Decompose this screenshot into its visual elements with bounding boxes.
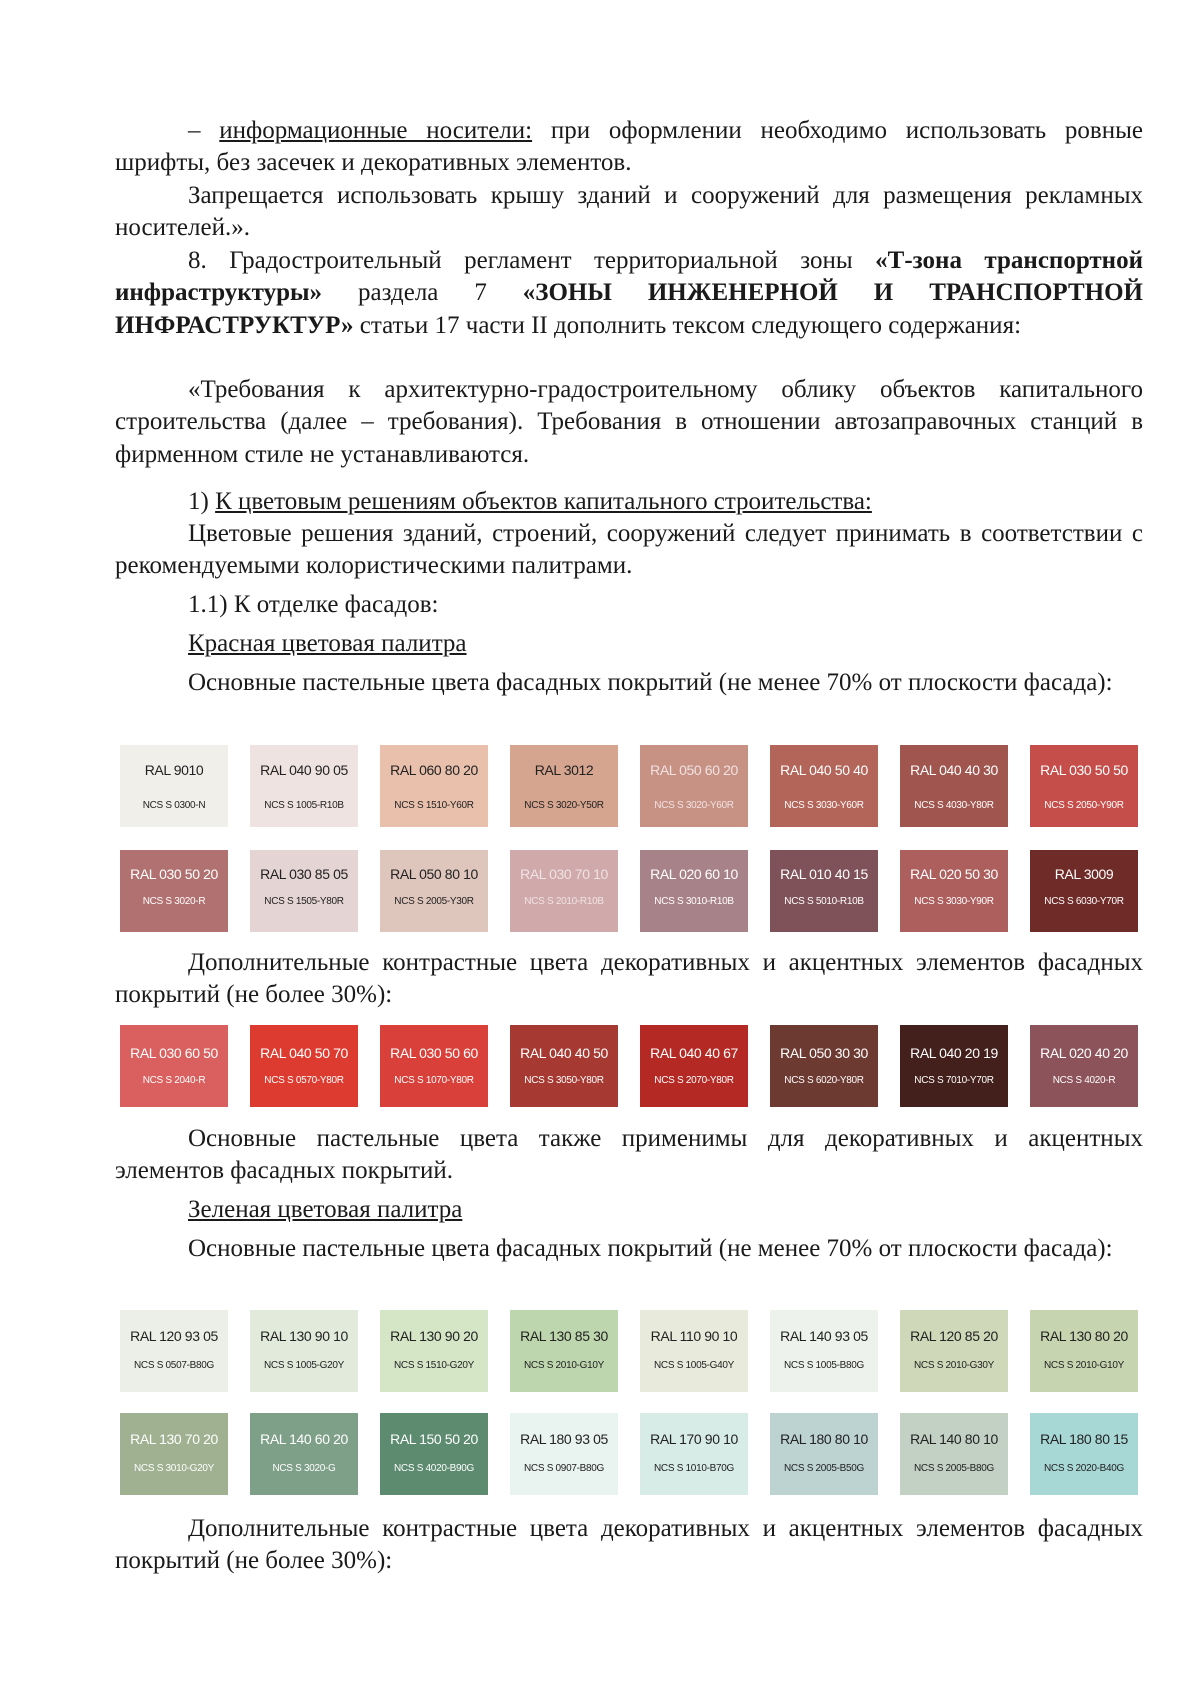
swatch: RAL 040 50 40 NCS S 3030-Y60R (770, 745, 878, 827)
paragraph-facade-finish: 1.1) К отделке фасадов: (188, 591, 439, 618)
swatch: RAL 020 40 20 NCS S 4020-R (1030, 1025, 1138, 1107)
swatch: RAL 030 70 10 NCS S 2010-R10B (510, 850, 618, 932)
swatch: RAL 140 80 10 NCS S 2005-B80G (900, 1413, 1008, 1495)
green-accent-description: Дополнительные контрастные цвета декоративных и акцентных элементов фасадных покрытий (не более 30%): (115, 1515, 1143, 1575)
swatch: RAL 130 85 30 NCS S 2010-G10Y (510, 1310, 618, 1392)
swatch: RAL 050 60 20 NCS S 3020-Y60R (640, 745, 748, 827)
swatch: RAL 020 60 10 NCS S 3010-R10B (640, 850, 748, 932)
swatch: RAL 3012 NCS S 3020-Y50R (510, 745, 618, 827)
swatch: RAL 120 85 20 NCS S 2010-G30Y (900, 1310, 1008, 1392)
swatch: RAL 010 40 15 NCS S 5010-R10B (770, 850, 878, 932)
swatch: RAL 150 50 20 NCS S 4020-B90G (380, 1413, 488, 1495)
paragraph-requirements: «Требования к архитектурно-градостроительному облику объектов капитального строительства (далее – требования). Требования в отношении автозаправочных станций в фирменном стиле не устанавливаются. (115, 376, 1143, 468)
green-palette-heading: Зеленая цветовая палитра (188, 1196, 463, 1223)
paragraph-roof-ban: Запрещается использовать крышу зданий и сооружений для размещения рекламных носителей.». (115, 182, 1143, 242)
swatch: RAL 130 70 20 NCS S 3010-G20Y (120, 1413, 228, 1495)
red-palette-heading: Красная цветовая палитра (188, 630, 467, 657)
swatch: RAL 060 80 20 NCS S 1510-Y60R (380, 745, 488, 827)
dash: – (188, 117, 220, 144)
swatch: RAL 180 80 10 NCS S 2005-B50G (770, 1413, 878, 1495)
swatch: RAL 030 50 20 NCS S 3020-R (120, 850, 228, 932)
red-main-description: Основные пастельные цвета фасадных покрытий (не менее 70% от плоскости фасада): (188, 669, 1113, 696)
swatch: RAL 040 40 67 NCS S 2070-Y80R (640, 1025, 748, 1107)
swatch: RAL 030 50 50 NCS S 2050-Y90R (1030, 745, 1138, 827)
swatch: RAL 110 90 10 NCS S 1005-G40Y (640, 1310, 748, 1392)
swatch: RAL 020 50 30 NCS S 3030-Y90R (900, 850, 1008, 932)
swatch: RAL 040 90 05 NCS S 1005-R10B (250, 745, 358, 827)
amendment-text-c: раздела 7 (322, 279, 523, 307)
swatch: RAL 040 40 50 NCS S 3050-Y80R (510, 1025, 618, 1107)
red-accent-description: Дополнительные контрастные цвета декоративных и акцентных элементов фасадных покрытий (не более 30%): (115, 949, 1143, 1009)
swatch: RAL 130 80 20 NCS S 2010-G10Y (1030, 1310, 1138, 1392)
paragraph-color-solutions: Цветовые решения зданий, строений, сооружений следует принимать в соответствии с рекомендуемыми колористическими палитрами. (115, 520, 1143, 580)
zone-name: «Т-зона транспортной инфраструктуры» (115, 247, 1143, 307)
amendment-text-a: 8. Градостроительный регламент территориальной зоны (188, 247, 876, 274)
section-name: «ЗОНЫ ИНЖЕНЕРНОЙ И ТРАНСПОРТНОЙ ИНФРАСТРУКТУР» (115, 279, 1143, 339)
swatch: RAL 040 40 30 NCS S 4030-Y80R (900, 745, 1008, 827)
swatch: RAL 9010 NCS S 0300-N (120, 745, 228, 827)
swatch: RAL 180 93 05 NCS S 0907-B80G (510, 1413, 618, 1495)
swatch: RAL 140 93 05 NCS S 1005-B80G (770, 1310, 878, 1392)
swatch: RAL 130 90 20 NCS S 1510-G20Y (380, 1310, 488, 1392)
swatch: RAL 030 85 05 NCS S 1505-Y80R (250, 850, 358, 932)
paragraph-color-solutions-heading (115, 486, 1143, 518)
paragraph-info-carriers (115, 115, 1143, 180)
swatch: RAL 3009 NCS S 6030-Y70R (1030, 850, 1138, 932)
swatch: RAL 130 90 10 NCS S 1005-G20Y (250, 1310, 358, 1392)
color-solutions-title: К цветовым решениям объектов капитального строительства: (215, 488, 872, 515)
swatch: RAL 050 30 30 NCS S 6020-Y80R (770, 1025, 878, 1107)
swatch: RAL 030 60 50 NCS S 2040-R (120, 1025, 228, 1107)
swatch: RAL 120 93 05 NCS S 0507-B80G (120, 1310, 228, 1392)
red-note: Основные пастельные цвета также применимы для декоративных и акцентных элементов фасадных покрытий. (115, 1125, 1143, 1185)
item-number: 1) (188, 488, 216, 515)
info-carriers-term: информационные носители: (219, 117, 533, 144)
swatch: RAL 050 80 10 NCS S 2005-Y30R (380, 850, 488, 932)
swatch: RAL 180 80 15 NCS S 2020-B40G (1030, 1413, 1138, 1495)
swatch: RAL 030 50 60 NCS S 1070-Y80R (380, 1025, 488, 1107)
swatch: RAL 040 20 19 NCS S 7010-Y70R (900, 1025, 1008, 1107)
info-carriers-text: при оформлении необходимо использовать ровные шрифты, без засечек и декоративных элементов. (115, 117, 1144, 177)
paragraph-amendment (115, 245, 1143, 342)
amendment-text-e: статьи 17 части II дополнить тексом следующего содержания: (353, 311, 1022, 339)
swatch: RAL 040 50 70 NCS S 0570-Y80R (250, 1025, 358, 1107)
swatch: RAL 170 90 10 NCS S 1010-B70G (640, 1413, 748, 1495)
swatch: RAL 140 60 20 NCS S 3020-G (250, 1413, 358, 1495)
green-main-description: Основные пастельные цвета фасадных покрытий (не менее 70% от плоскости фасада): (188, 1235, 1113, 1262)
